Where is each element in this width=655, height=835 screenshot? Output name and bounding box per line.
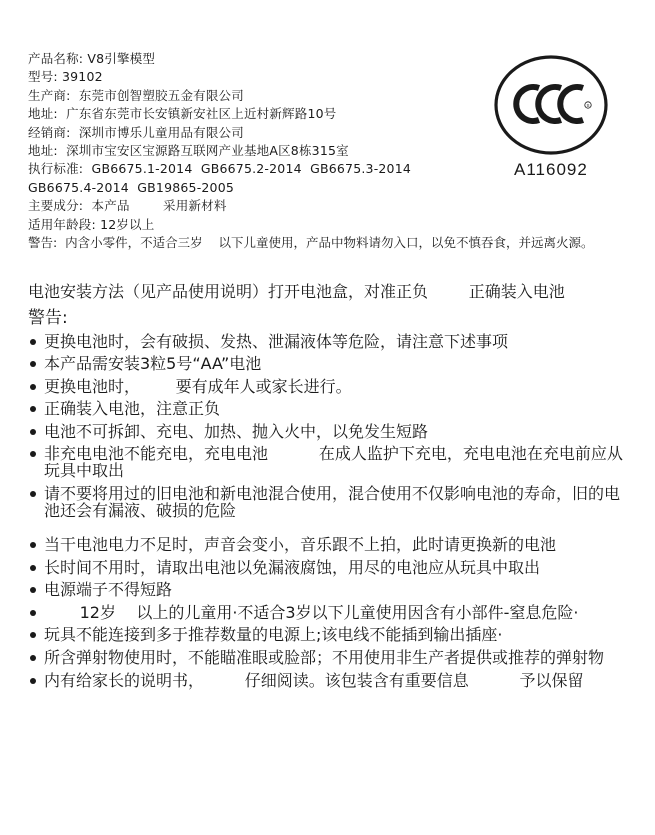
- list-item: 玩具不能连接到多于推荐数量的电源上;该电线不能插到输出插座·: [28, 626, 628, 643]
- list-item: 本产品需安装3粒5号“AA”电池: [28, 355, 628, 372]
- registered-mark: S: [586, 103, 590, 108]
- list-item: 非充电电池不能充电，充电电池 在成人监护下充电，充电电池在充电前应从玩具中取出: [28, 445, 628, 479]
- certificate-code: A116092: [514, 160, 588, 179]
- bullet-icon: [30, 610, 36, 616]
- manufacturer: 生产商: 东莞市创智塑胶五金有限公司: [28, 87, 244, 103]
- bullet-icon: [30, 361, 36, 367]
- list-item: 内有给家长的说明书， 仔细阅读。该包装含有重要信息 予以保留: [28, 672, 628, 689]
- bullet-icon: [30, 429, 36, 435]
- standards-line-2: GB6675.4-2014 GB19865-2005: [28, 179, 235, 195]
- ccc-certification-logo: [493, 50, 609, 166]
- product-name: 产品名称: V8引擎模型: [28, 51, 156, 66]
- model-number: 型号: 39102: [28, 69, 103, 85]
- list-item: 更换电池时， 要有成年人或家长进行。: [28, 378, 628, 395]
- battery-warning-list: [28, 333, 628, 689]
- bullet-icon: [30, 587, 36, 593]
- distributor-address: 地址: 深圳市宝安区宝源路互联网产业基地A区8栋315室: [28, 143, 349, 159]
- list-item: 电池不可拆卸、充电、加热、抛入火中，以免发生短路: [28, 423, 628, 440]
- battery-warning-title: 警告:: [28, 307, 68, 328]
- list-item: 电源端子不得短路: [28, 581, 628, 598]
- bullet-icon: [30, 384, 36, 390]
- battery-install-instructions: 电池安装方法（见产品使用说明）打开电池盒，对准正负 正确装入电池: [28, 282, 565, 301]
- list-item: 更换电池时，会有破损、发热、泄漏液体等危险，请注意下述事项: [28, 333, 628, 350]
- bullet-icon: [30, 678, 36, 684]
- bullet-icon: [30, 406, 36, 412]
- small-parts-warning: 警告: 内含小零件，不适合三岁 以下儿童使用，产品中物料请勿入口，以免不慎吞食，并远离火源。: [28, 235, 594, 251]
- list-item: 所含弹射物使用时，不能瞄准眼或脸部；不用使用非生产者提供或推荐的弹射物: [28, 649, 628, 666]
- main-material: 主要成分: 本产品 采用新材料: [28, 198, 227, 214]
- bullet-icon: [30, 655, 36, 661]
- list-item: 当干电池电力不足时，声音会变小，音乐跟不上拍，此时请更换新的电池: [28, 536, 628, 553]
- list-item: 正确装入电池，注意正负: [28, 400, 628, 417]
- list-item: 请不要将用过的旧电池和新电池混合使用，混合使用不仅影响电池的寿命，旧的电池还会有漏液、破损的危险: [28, 485, 628, 519]
- bullet-icon: [30, 339, 36, 345]
- bullet-icon: [30, 542, 36, 548]
- bullet-icon: [30, 565, 36, 571]
- battery-section: [28, 284, 628, 694]
- bullet-icon: [30, 491, 36, 497]
- manufacturer-address: 地址: 广东省东莞市长安镇新安社区上近村新辉路10号: [28, 106, 337, 122]
- bullet-icon: [30, 451, 36, 457]
- list-item: 12岁 以上的儿童用·不适合3岁以下儿童使用因含有小部件-窒息危险·: [28, 604, 628, 621]
- distributor: 经销商: 深圳市博乐儿童用品有限公司: [28, 124, 244, 140]
- standards-line-1: 执行标准: GB6675.1-2014 GB6675.2-2014 GB6675.3-2014: [28, 161, 412, 177]
- list-item: 长时间不用时，请取出电池以免漏液腐蚀，用尽的电池应从玩具中取出: [28, 559, 628, 576]
- bullet-icon: [30, 632, 36, 638]
- age-range: 适用年龄段: 12岁以上: [28, 216, 155, 232]
